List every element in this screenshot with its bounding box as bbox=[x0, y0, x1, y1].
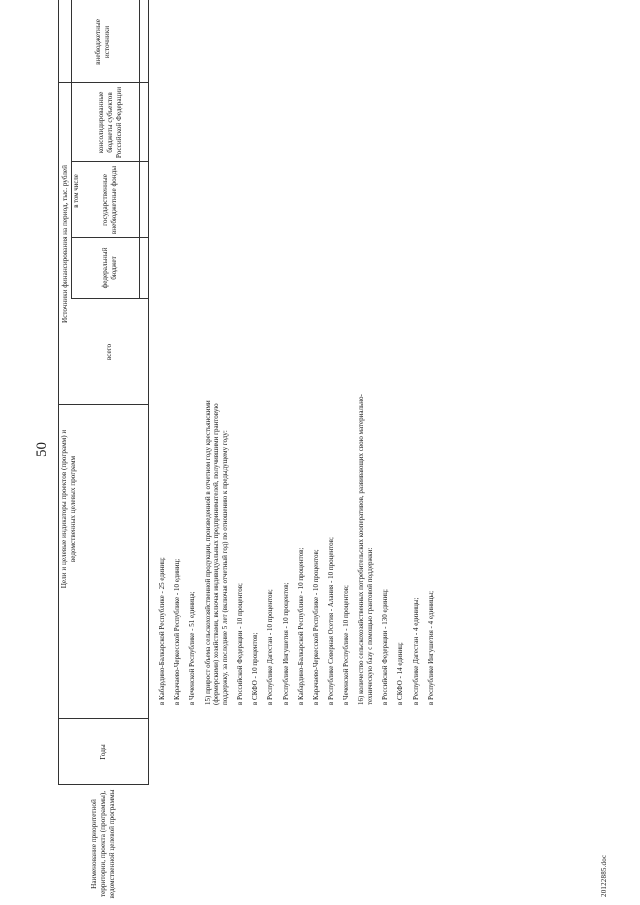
col-divider-3 bbox=[58, 404, 148, 405]
goal-line: в Российской Федерации - 10 процентов; bbox=[235, 582, 244, 705]
header-federal: федеральный бюджет bbox=[101, 247, 118, 289]
goal-line: в Республике Дагестан - 4 единицы; bbox=[411, 597, 420, 705]
col-divider-6 bbox=[71, 161, 148, 162]
header-bottom-border bbox=[148, 0, 149, 785]
goal-line: в Республике Ингушетия - 4 единицы; bbox=[426, 590, 435, 705]
page-number: 50 bbox=[34, 442, 50, 457]
header-goals: Цели и целевые индикаторы проектов (программ) и ведомственных целевых программ bbox=[60, 429, 77, 589]
col-divider-2 bbox=[58, 718, 148, 719]
goal-line: в Республике Ингушетия - 10 процентов; bbox=[281, 582, 290, 705]
header-subgroup: в том числе bbox=[72, 174, 80, 208]
goal-line: в Чеченской Республике - 51 единица; bbox=[188, 591, 197, 705]
goal-line: в Карачаево-Черкесской Республике - 10 процентов; bbox=[311, 549, 320, 705]
goal-line: в Кабардино-Балкарской Республике - 25 единиц; bbox=[158, 557, 166, 705]
goal-line: 16) количество сельскохозяйственных потребительских кооперативов, развивающих свою материально-техническую базу с помощью грантовой поддержки: bbox=[357, 394, 375, 705]
goal-line: в Кабардино-Балкарской Республике - 10 процентов; bbox=[296, 547, 305, 705]
header-regional: консолидированные бюджеты субъектов Российской Федерации bbox=[96, 86, 123, 159]
goal-line: в СКФО - 14 единиц; bbox=[396, 642, 405, 705]
header-extrabudget: внебюджетные источники bbox=[94, 19, 111, 65]
col-divider-7 bbox=[58, 82, 148, 83]
header-name: Наименование приоритетной территории, проекта (программы), ведомственной целевой программы bbox=[89, 789, 116, 899]
header-total: всего bbox=[105, 343, 113, 361]
goals-body-text bbox=[158, 385, 442, 705]
goal-line: в Чеченской Республике - 10 процентов; bbox=[342, 584, 351, 705]
goal-line: в Российской Федерации - 130 единиц; bbox=[381, 589, 390, 705]
header-state-funds: государственные внебюджетные фонды bbox=[101, 165, 118, 235]
goal-line: в СКФО - 10 процентов; bbox=[251, 632, 260, 705]
goal-line: в Республике Дагестан - 10 процентов; bbox=[266, 589, 275, 705]
goal-line: в Карачаево-Черкесской Республике - 10 единиц; bbox=[173, 558, 182, 705]
col-divider-4 bbox=[71, 298, 148, 299]
header-sources-group: Источники финансирования на период, тыс. рублей bbox=[60, 165, 69, 323]
col-divider-1 bbox=[58, 784, 148, 785]
header-years: Годы bbox=[98, 744, 107, 760]
goal-line: в Республике Северная Осетия - Алания - 10 процентов; bbox=[327, 537, 336, 705]
goal-line: 15) прирост объема сельскохозяйственной продукции, произведенной в отчетном году крестьянскими (фермерскими) хозяйствами, включая индивидуальных предпринимателей, получившими грантовую поддержку, за последние 5 лет (включая отчетный год) по отношению к предыдущему году: bbox=[203, 400, 229, 705]
document-filename: 20122885.doc bbox=[600, 854, 608, 897]
col-divider-5 bbox=[71, 237, 148, 238]
